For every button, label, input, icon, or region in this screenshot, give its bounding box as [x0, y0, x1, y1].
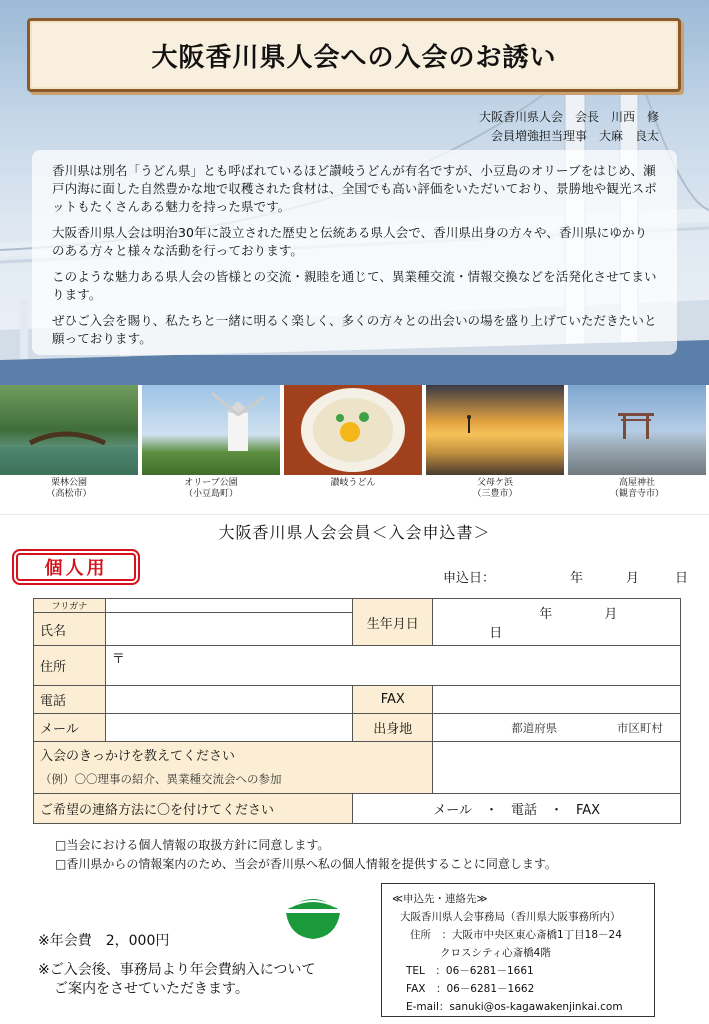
reason-example: （例）〇〇理事の紹介、異業種交流会への参加 [40, 771, 282, 786]
photo-caption-5: 高屋神社 （観音寺市） [609, 478, 664, 499]
birth-month-label: 月 [604, 607, 618, 622]
photo-chichibugahama [426, 385, 564, 475]
udon-bowl-logo [284, 885, 342, 943]
fax-label: FAX [353, 686, 433, 714]
intro-paragraph-2: 大阪香川県人会は明治30年に設立された歴史と伝統ある県人会で、香川県出身の方々や、香川県にゆかりのある方々と様々な活動を行っております。 [52, 225, 648, 258]
city-label: 市区町村 [616, 720, 663, 735]
postal-mark: 〒 [111, 652, 125, 667]
furigana-field[interactable] [105, 599, 352, 613]
contact-email[interactable]: E-mail：sanuki@os-kagawakenjinkai.com [406, 1001, 623, 1013]
hometown-label: 出身地 [353, 714, 433, 742]
birth-year-label: 年 [539, 607, 553, 622]
name-label: 氏名 [34, 613, 106, 646]
intro-paragraph-4: ぜひご入会を賜り、私たちと一緒に明るく楽しく、多くの方々との出会いの場を盛り上げていただきたいと願っております。 [52, 313, 657, 346]
photo-sanuki-udon [284, 385, 422, 475]
apply-date-label: 申込日： [443, 571, 496, 586]
birth-day-label: 日 [489, 626, 503, 641]
contact-org: 大阪香川県人会事務局（香川県大阪事務所内） [400, 911, 621, 923]
contact-address-1: 住所 ：大阪市中央区東心斎橋1丁目18－24 [410, 929, 622, 941]
author-line-1: 大阪香川県人会 会長 川西 修 [478, 110, 659, 124]
intro-paragraph-1: 香川県は別名「うどん県」とも呼ばれているほど讃岐うどんが有名ですが、小豆島のオリーブをはじめ、瀬戸内海に面した自然豊かな地で収穫された食材は、全国でも高い評価をいただいており、景勝地や観光スポットもたくさんある魅力を持った県です。 [52, 163, 657, 214]
personal-use-label: 個人用 [44, 558, 108, 579]
photo-caption-3: 讃岐うどん [330, 478, 376, 488]
birthdate-field[interactable] [433, 599, 681, 646]
name-field[interactable] [105, 613, 352, 646]
application-form-table [33, 598, 681, 824]
agreement-privacy-policy[interactable]: □当会における個人情報の取扱方針に同意します。 [55, 838, 330, 852]
form-title: 大阪香川県人会会員＜入会申込書＞ [218, 523, 491, 542]
fax-field[interactable] [433, 686, 681, 714]
apply-date-day: 日 [675, 571, 689, 586]
birthdate-label: 生年月日 [353, 599, 433, 646]
photo-olive-park [142, 385, 280, 475]
photo-caption-4: 父母ケ浜 （三豊市） [472, 478, 518, 499]
contact-box [381, 883, 655, 1017]
email-label: メール [34, 714, 106, 742]
agreement-info-sharing[interactable]: □香川県からの情報案内のため、当会が香川県へ私の個人情報を提供することに同意します。 [55, 857, 557, 871]
photo-takaya-shrine [568, 385, 706, 475]
personal-use-stamp [12, 549, 140, 585]
address-field[interactable] [105, 646, 680, 686]
section-divider [0, 514, 709, 515]
photo-caption-2: オリーブ公園 （小豆島町） [183, 478, 238, 499]
contact-address-2: クロスシティ心斎橋4階 [440, 947, 551, 959]
intro-paragraph-3: このような魅力ある県人会の皆様との交流・親睦を通じて、異業種交流・情報交換などを活発化させてまいります。 [52, 269, 657, 302]
reason-field[interactable] [433, 742, 681, 794]
contact-tel: TEL ：06－6281－1661 [406, 965, 534, 977]
contact-method-options[interactable]: メール ・ 電話 ・ FAX [353, 794, 681, 824]
photo-strip [0, 385, 709, 505]
furigana-label: フリガナ [34, 599, 106, 613]
prefecture-label: 都道府県 [511, 720, 558, 735]
email-field[interactable] [105, 714, 352, 742]
author-line-2: 会員増強担当理事 大麻 良太 [490, 129, 659, 143]
photo-caption-1: 栗林公園 （高松市） [46, 478, 92, 499]
apply-date-year: 年 [570, 571, 584, 586]
address-label: 住所 [34, 646, 106, 686]
page-title: 大阪香川県人会への入会のお誘い [151, 42, 557, 73]
phone-field[interactable] [105, 686, 352, 714]
photo-ritsurin-park [0, 385, 138, 475]
reason-label: 入会のきっかけを教えてください [40, 748, 236, 764]
contact-method-label: ご希望の連絡方法に〇を付けてください [34, 794, 353, 824]
fee-note-line-1: ※ご入会後、事務局より年会費納入について [38, 962, 316, 978]
hometown-field[interactable] [433, 714, 681, 742]
phone-label: 電話 [34, 686, 106, 714]
annual-fee: ※年会費 2，000円 [38, 933, 170, 949]
title-banner [27, 18, 681, 92]
apply-date-month: 月 [626, 571, 640, 586]
fee-note-line-2: ご案内をさせていただきます。 [54, 981, 249, 997]
reason-label-cell [34, 742, 433, 794]
contact-fax: FAX ：06－6281－1662 [406, 983, 535, 995]
contact-header: ≪申込先・連絡先≫ [392, 893, 488, 905]
intro-text-box [32, 150, 677, 355]
